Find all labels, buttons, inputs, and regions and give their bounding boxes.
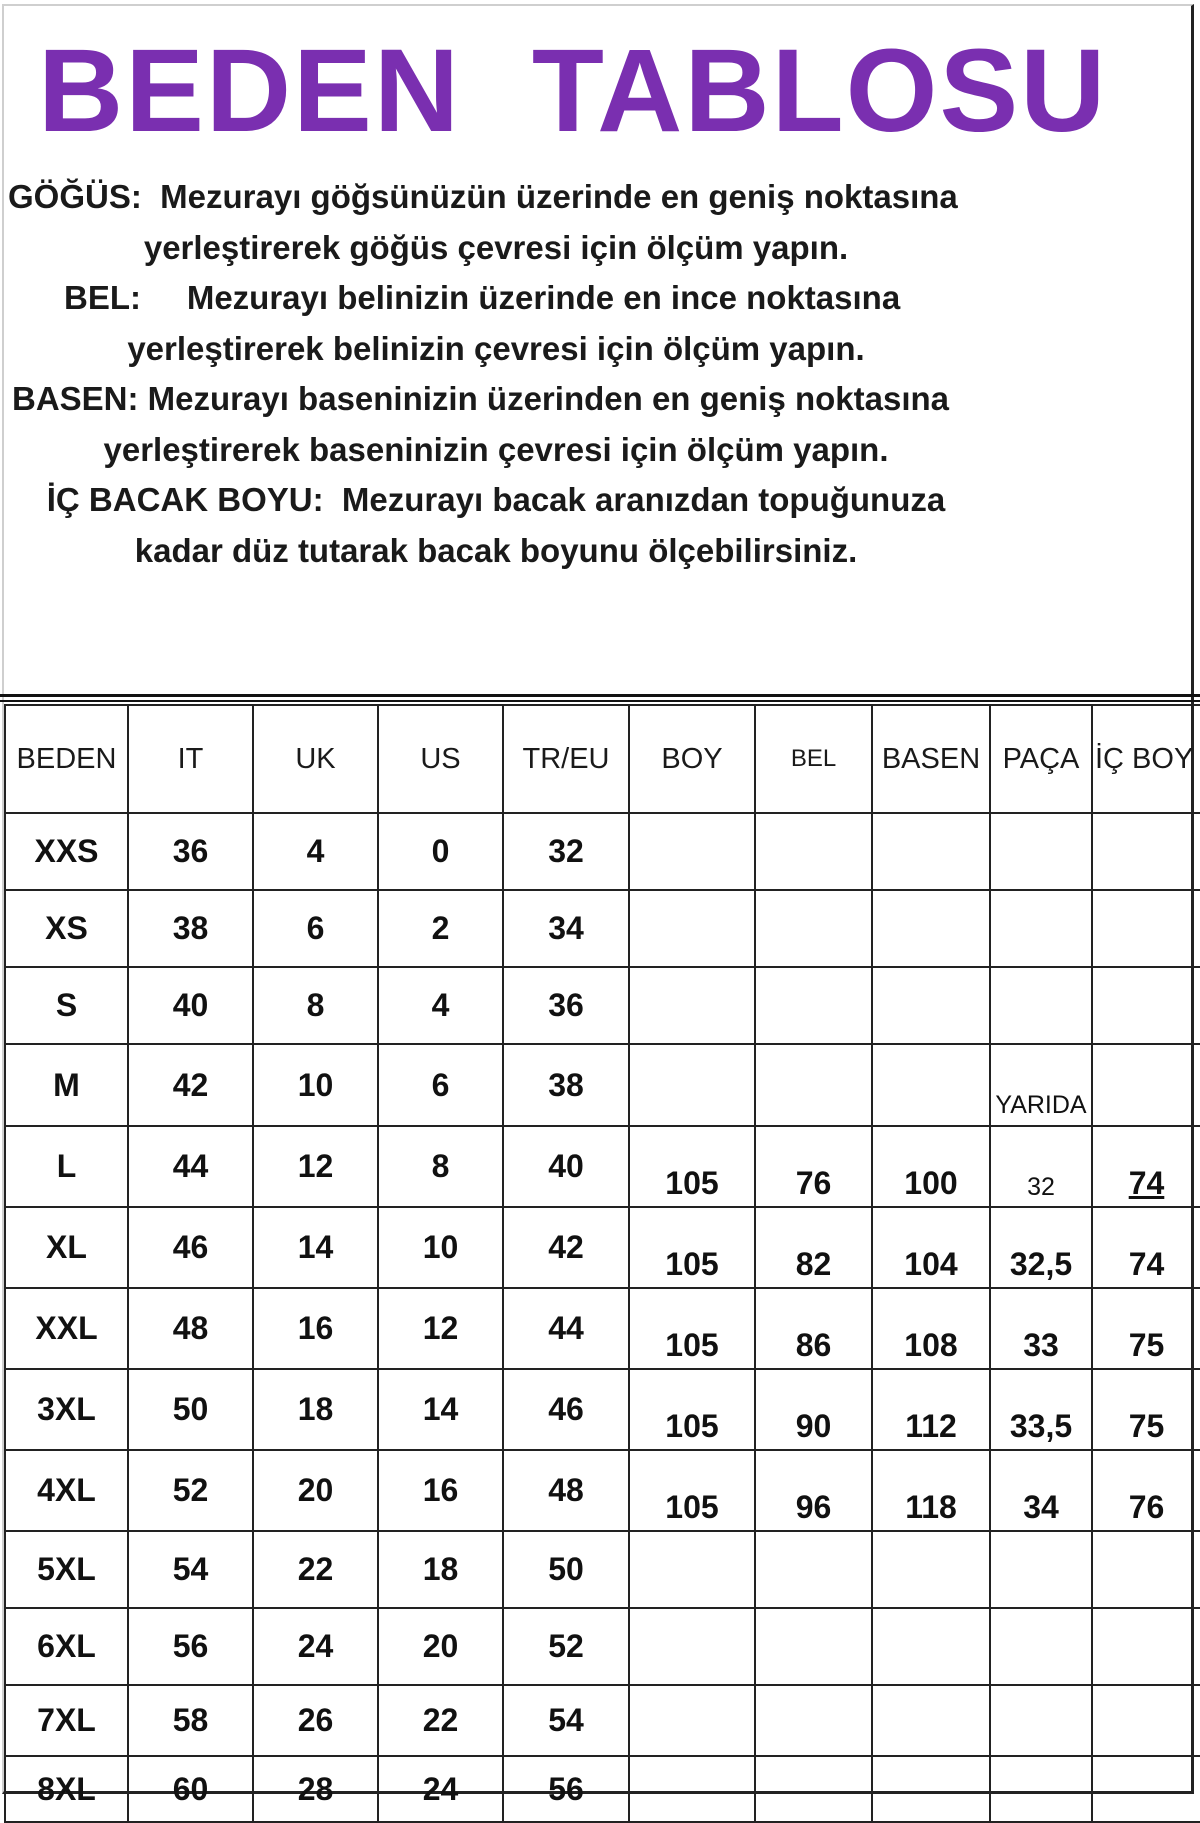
header-us: US [378,705,503,813]
table-cell: 100 [872,1126,990,1207]
table-cell: 104 [872,1207,990,1288]
table-cell [990,1608,1092,1685]
table-cell: 36 [503,967,629,1044]
table-cell [755,1531,872,1608]
table-cell [990,1756,1092,1822]
instruction-line-hip: BASEN: Mezurayı baseninizin üzerinden en geniş noktasına [12,380,950,417]
table-cell: 118 [872,1450,990,1531]
table-cell: 32 [990,1126,1092,1207]
table-cell [1092,1531,1200,1608]
table-cell: 75 [1092,1369,1200,1450]
table-cell [629,813,755,890]
table-cell [1092,1608,1200,1685]
table-cell: 56 [503,1756,629,1822]
instruction-line: yerleştirerek baseninizin çevresi için ölçüm yapın. [103,430,889,468]
table-cell [1092,813,1200,890]
table-cell: 32,5 [990,1207,1092,1288]
table-cell: 10 [378,1207,503,1288]
table-cell: 50 [128,1369,253,1450]
table-row [5,890,1200,967]
table-cell: 2 [378,890,503,967]
table-body [5,813,1200,1822]
table-cell [629,1685,755,1756]
table-cell: 28 [253,1756,378,1822]
measurement-instructions [4,172,988,576]
table-cell: 33,5 [990,1369,1092,1450]
table-cell: 5XL [5,1531,128,1608]
table-cell: 38 [503,1044,629,1126]
table-row [5,1126,1200,1207]
table-cell: 34 [503,890,629,967]
table-cell [872,967,990,1044]
table-row [5,1044,1200,1126]
table-cell: 4 [378,967,503,1044]
size-table [4,704,1200,1823]
table-cell: 32 [503,813,629,890]
table-cell [629,890,755,967]
table-cell: 3XL [5,1369,128,1450]
table-cell: 33 [990,1288,1092,1369]
table-cell: 46 [128,1207,253,1288]
table-cell: 12 [378,1288,503,1369]
table-cell: 6XL [5,1608,128,1685]
table-cell: 4 [253,813,378,890]
header-uk: UK [253,705,378,813]
table-cell [990,967,1092,1044]
table-row [5,1207,1200,1288]
table-header-row [5,705,1200,813]
table-cell: 48 [128,1288,253,1369]
table-cell: 10 [253,1044,378,1126]
table-cell [629,967,755,1044]
table-cell: 44 [128,1126,253,1207]
table-cell: 8 [378,1126,503,1207]
table-cell [990,1685,1092,1756]
header-paca: PAÇA [990,705,1092,813]
table-cell [872,1685,990,1756]
header-beden: BEDEN [5,705,128,813]
table-cell: 6 [378,1044,503,1126]
table-cell: 14 [253,1207,378,1288]
table-cell: 24 [253,1608,378,1685]
table-cell [755,813,872,890]
table-cell [872,1044,990,1126]
table-cell: 36 [128,813,253,890]
table-cell: 48 [503,1450,629,1531]
table-cell: 90 [755,1369,872,1450]
table-cell: 76 [755,1126,872,1207]
table-row [5,1369,1200,1450]
table-row [5,967,1200,1044]
table-cell [1092,1044,1200,1126]
header-bel: BEL [755,705,872,813]
instruction-line: yerleştirerek göğüs çevresi için ölçüm yapın. [143,228,849,266]
table-cell: 82 [755,1207,872,1288]
table-cell [755,1044,872,1126]
table-cell [629,1608,755,1685]
table-cell: 75 [1092,1288,1200,1369]
table-cell: 105 [629,1207,755,1288]
table-cell: 105 [629,1288,755,1369]
table-cell: 86 [755,1288,872,1369]
table-cell: XS [5,890,128,967]
table-cell: 54 [128,1531,253,1608]
table-cell: 74 [1092,1207,1200,1288]
instruction-line-chest: GÖĞÜS: Mezurayı göğsünüzün üzerinde en geniş noktasına [8,178,958,215]
table-cell: 105 [629,1126,755,1207]
header-ic-boy: İÇ BOY [1092,705,1200,813]
table-cell: 24 [378,1756,503,1822]
table-row [5,813,1200,890]
paca-note-cell: YARIDA [990,1044,1092,1126]
table-cell: 26 [253,1685,378,1756]
header-boy: BOY [629,705,755,813]
table-cell: XXL [5,1288,128,1369]
table-cell: 22 [253,1531,378,1608]
table-cell [755,967,872,1044]
table-cell [755,1685,872,1756]
instruction-line: kadar düz tutarak bacak boyunu ölçebilirsiniz. [134,531,858,569]
page-title: BEDEN TABLOSU [38,25,1108,157]
table-cell: 18 [253,1369,378,1450]
table-cell [1092,967,1200,1044]
table-cell: S [5,967,128,1044]
table-cell: 76 [1092,1450,1200,1531]
table-cell [629,1531,755,1608]
table-cell: 96 [755,1450,872,1531]
section-divider [0,694,1200,702]
table-cell: 56 [128,1608,253,1685]
table-cell [990,1531,1092,1608]
table-cell [755,1756,872,1822]
table-cell: 46 [503,1369,629,1450]
table-cell: 16 [253,1288,378,1369]
table-cell: 14 [378,1369,503,1450]
table-cell: 74 [1092,1126,1200,1207]
table-cell: L [5,1126,128,1207]
table-cell: 42 [503,1207,629,1288]
table-row [5,1608,1200,1685]
table-cell: 22 [378,1685,503,1756]
table-cell: 7XL [5,1685,128,1756]
table-row [5,1288,1200,1369]
table-cell: 108 [872,1288,990,1369]
table-cell: 42 [128,1044,253,1126]
table-cell: 34 [990,1450,1092,1531]
table-cell [990,890,1092,967]
instruction-line: yerleştirerek belinizin çevresi için ölçüm yapın. [127,329,865,367]
table-cell: 52 [128,1450,253,1531]
instruction-line-waist: BEL: Mezurayı belinizin üzerinde en ince noktasına [64,279,901,316]
table-cell: 60 [128,1756,253,1822]
table-cell [872,890,990,967]
table-cell: 0 [378,813,503,890]
table-cell [990,813,1092,890]
table-cell: 105 [629,1450,755,1531]
table-cell [629,1044,755,1126]
table-row [5,1685,1200,1756]
table-cell: 40 [128,967,253,1044]
table-cell [629,1756,755,1822]
table-cell: 105 [629,1369,755,1450]
table-cell [755,1608,872,1685]
table-cell: 8 [253,967,378,1044]
table-cell: 6 [253,890,378,967]
table-cell [1092,890,1200,967]
table-cell: 8XL [5,1756,128,1822]
table-cell: 58 [128,1685,253,1756]
header-it: IT [128,705,253,813]
table-cell [872,1531,990,1608]
table-cell [872,1608,990,1685]
table-cell: XXS [5,813,128,890]
table-cell: 12 [253,1126,378,1207]
table-row [5,1450,1200,1531]
table-cell: 38 [128,890,253,967]
table-cell [872,1756,990,1822]
table-cell: 18 [378,1531,503,1608]
header-tr-eu: TR/EU [503,705,629,813]
table-cell: 4XL [5,1450,128,1531]
table-cell [872,813,990,890]
table-cell: M [5,1044,128,1126]
table-cell [1092,1756,1200,1822]
table-cell: 20 [378,1608,503,1685]
table-cell: XL [5,1207,128,1288]
table-cell: 52 [503,1608,629,1685]
table-cell: 50 [503,1531,629,1608]
table-cell: 54 [503,1685,629,1756]
instruction-line-inseam: İÇ BACAK BOYU: Mezurayı bacak aranızdan topuğunuza [46,481,946,518]
table-row [5,1531,1200,1608]
table-cell: 16 [378,1450,503,1531]
table-cell: 20 [253,1450,378,1531]
table-cell [755,890,872,967]
table-cell: 44 [503,1288,629,1369]
table-row [5,1756,1200,1822]
table-cell: 112 [872,1369,990,1450]
table-cell: 40 [503,1126,629,1207]
table-cell [1092,1685,1200,1756]
header-basen: BASEN [872,705,990,813]
